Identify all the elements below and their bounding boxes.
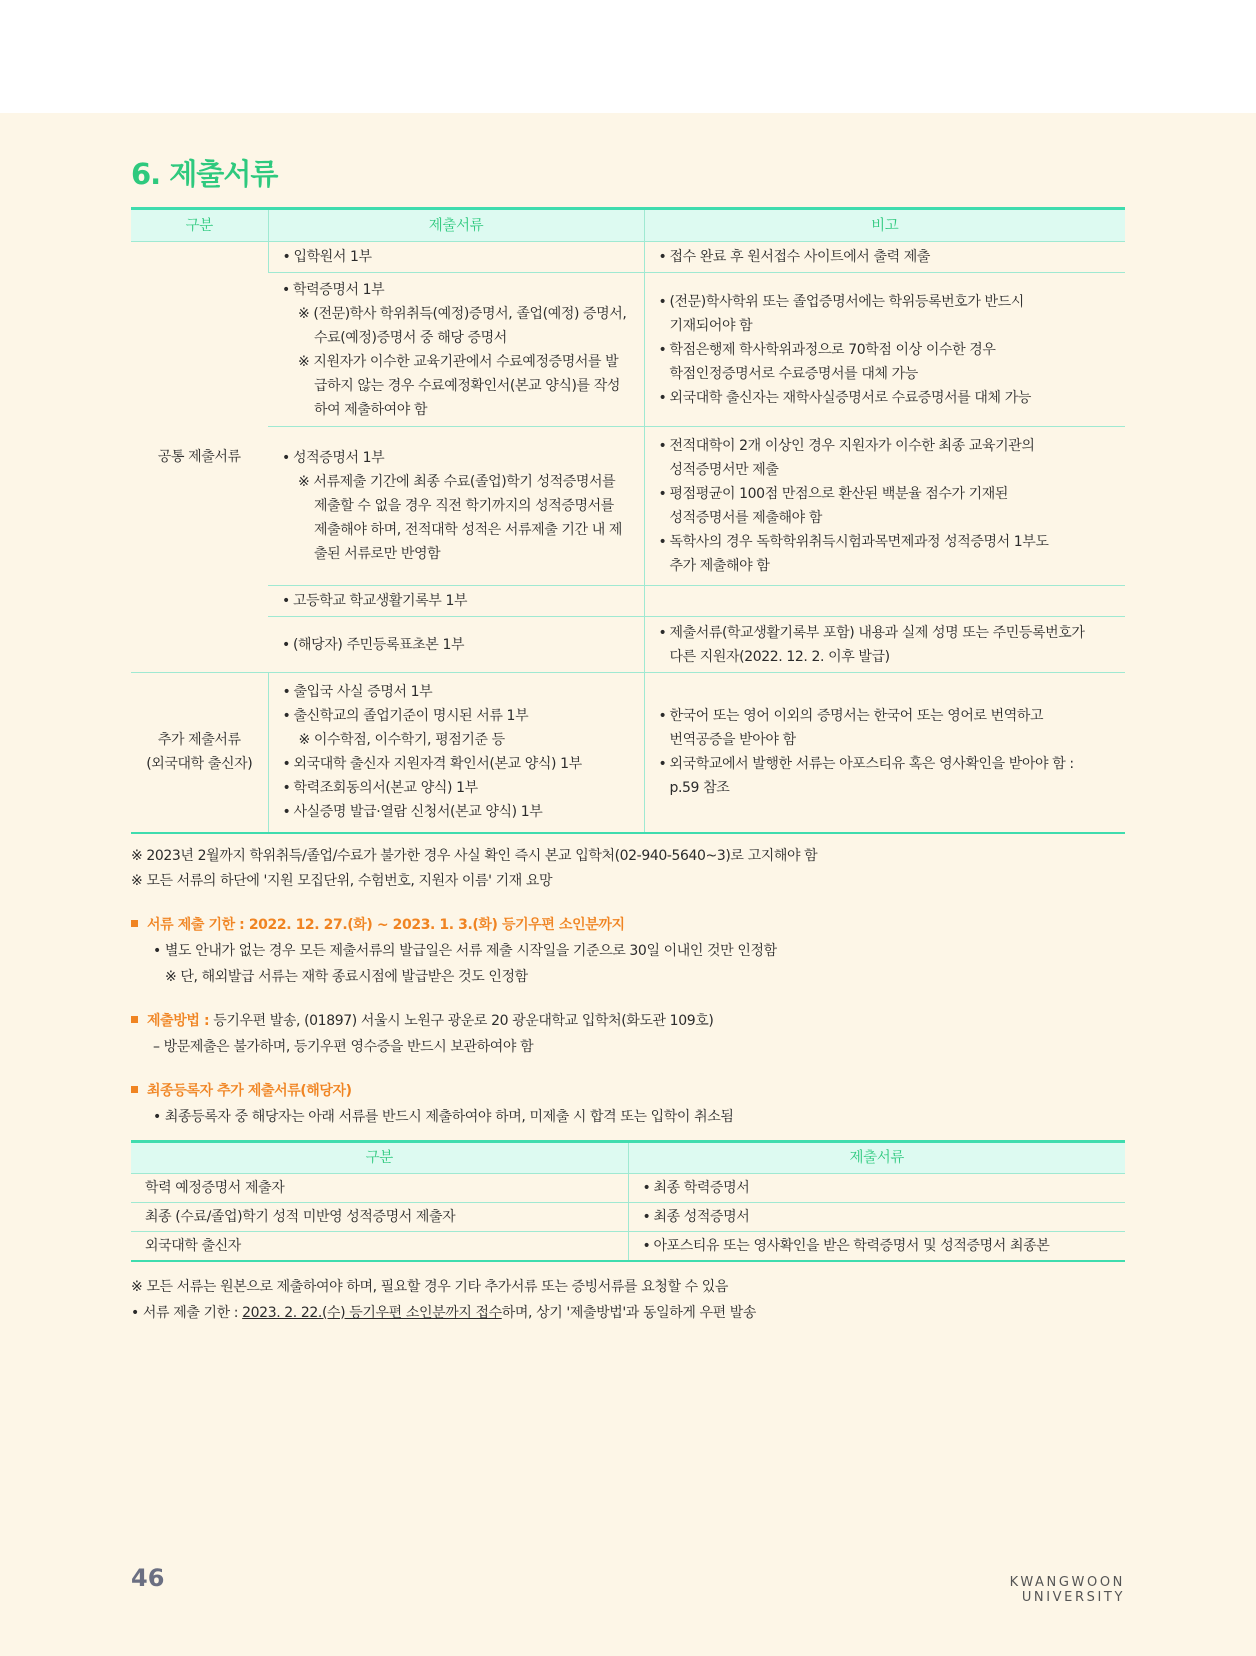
square-bullet-icon bbox=[131, 1086, 138, 1093]
row-category: 외국대학 출신자 bbox=[131, 1231, 628, 1261]
final-registrant-section bbox=[131, 1078, 1125, 1130]
note-degree-2a: • 학점은행제 학사학위과정으로 70학점 이상 이수한 경우 bbox=[659, 338, 1112, 362]
category-common: 공통 제출서류 bbox=[131, 242, 268, 673]
method-text: 등기우편 발송, (01897) 서울시 노원구 광운로 20 광운대학교 입학처(화도관 109호) bbox=[209, 1012, 714, 1029]
note-application: • 접수 완료 후 원서접수 사이트에서 출력 제출 bbox=[659, 245, 1112, 269]
deadline-exception: ※ 단, 해외발급 서류는 재학 종료시점에 발급받은 것도 인정함 bbox=[165, 968, 528, 985]
footer-deadline-underlined: 2023. 2. 22.(수) 등기우편 소인분까지 접수 bbox=[242, 1304, 502, 1321]
deadline-heading: 서류 제출 기한 : 2022. 12. 27.(화) ~ 2023. 1. 3.(화) 등기우편 소인분까지 bbox=[147, 916, 625, 933]
note-transcript-1a: • 전적대학이 2개 이상인 경우 지원자가 이수한 최종 교육기관의 bbox=[659, 434, 1112, 458]
doc-verification-consent: • 학력조회동의서(본교 양식) 1부 bbox=[283, 776, 630, 800]
note-degree-2b: 학점인정증명서로 수료증명서를 대체 가능 bbox=[669, 365, 918, 382]
col-header-documents: 제출서류 bbox=[628, 1141, 1125, 1173]
note-line: ※ 2023년 2월까지 학위취득/졸업/수료가 불가한 경우 사실 확인 즉시 본교 입학처(02-940-5640~3)로 고지해야 함 bbox=[131, 847, 818, 864]
doc-transcript-sub: ※ 서류제출 기간에 최종 수료(졸업)학기 성적증명서를 제출할 수 없을 경우 직전 학기까지의 성적증명서를 제출해야 하며, 전적대학 성적은 서류제출 기간 내 제출된 서류로만 반영함 bbox=[298, 474, 623, 562]
col-header-category: 구분 bbox=[131, 209, 268, 242]
doc-degree-certificate: • 학력증명서 1부 bbox=[282, 278, 630, 302]
note-transcript-2a: • 평점평균이 100점 만점으로 환산된 백분율 점수가 기재된 bbox=[659, 482, 1112, 506]
section-title: 6. 제출서류 bbox=[131, 157, 278, 191]
note-transcript-3b: 추가 제출해야 함 bbox=[669, 558, 770, 574]
table-row bbox=[131, 242, 1125, 273]
note-transcript-1b: 성적증명서만 제출 bbox=[669, 462, 779, 478]
note-line: ※ 모든 서류의 하단에 '지원 모집단위, 수험번호, 지원자 이름' 기재 요망 bbox=[131, 872, 553, 889]
note-transcript-2b: 성적증명서를 제출해야 함 bbox=[669, 510, 822, 526]
row-document: • 최종 학력증명서 bbox=[643, 1176, 1112, 1200]
top-margin bbox=[0, 0, 1256, 113]
brand-name: KWANGWOON UNIVERSITY bbox=[1009, 1575, 1125, 1605]
table-row bbox=[131, 1202, 1125, 1231]
final-heading: 최종등록자 추가 제출서류(해당자) bbox=[147, 1082, 352, 1099]
note-foreign-2b: p.59 참조 bbox=[669, 780, 730, 797]
col-header-documents: 제출서류 bbox=[268, 209, 644, 242]
note-transcript-3a: • 독학사의 경우 독학학위취득시험과목면제과정 성적증명서 1부도 bbox=[659, 530, 1112, 554]
doc-degree-sub2: ※ 지원자가 이수한 교육기관에서 수료예정증명서를 발급하지 않는 경우 수료예정확인서(본교 양식)를 작성하여 제출하여야 함 bbox=[298, 354, 620, 418]
deadline-line: • 별도 안내가 없는 경우 모든 제출서류의 발급일은 서류 제출 시작일을 기준으로 30일 이내인 것만 인정함 bbox=[153, 942, 777, 959]
table-row bbox=[131, 617, 1125, 673]
table-row bbox=[131, 673, 1125, 833]
method-label: 제출방법 : bbox=[147, 1012, 210, 1029]
table-row bbox=[131, 427, 1125, 586]
method-section bbox=[131, 1008, 1125, 1060]
doc-fact-certificate-request: • 사실증명 발급·열람 신청서(본교 양식) 1부 bbox=[283, 800, 630, 824]
note-resident-a: • 제출서류(학교생활기록부 포함) 내용과 실제 성명 또는 주민등록번호가 bbox=[659, 621, 1112, 645]
table-row bbox=[131, 1173, 1125, 1202]
table-row bbox=[131, 273, 1125, 427]
doc-eligibility-confirmation: • 외국대학 출신자 지원자격 확인서(본교 양식) 1부 bbox=[283, 752, 630, 776]
table-row bbox=[131, 1231, 1125, 1261]
note-foreign-1b: 번역공증을 받아야 함 bbox=[669, 732, 796, 749]
row-category: 최종 (수료/졸업)학기 성적 미반영 성적증명서 제출자 bbox=[131, 1202, 628, 1231]
doc-degree-sub1: ※ (전문)학사 학위취득(예정)증명서, 졸업(예정) 증명서, 수료(예정)증명서 중 해당 증명서 bbox=[298, 306, 627, 346]
doc-graduation-criteria: • 출신학교의 졸업기준이 명시된 서류 1부 bbox=[283, 704, 630, 728]
col-header-remarks: 비고 bbox=[644, 209, 1125, 242]
doc-resident-registration: • (해당자) 주민등록표초본 1부 bbox=[282, 633, 630, 657]
documents-table bbox=[131, 207, 1125, 834]
deadline-section bbox=[131, 912, 1125, 990]
note-degree-1b: 기재되어야 함 bbox=[669, 317, 753, 334]
table-notes bbox=[131, 844, 1125, 894]
doc-transcript: • 성적증명서 1부 bbox=[282, 446, 630, 470]
final-line: • 최종등록자 중 해당자는 아래 서류를 반드시 제출하여야 하며, 미제출 시 합격 또는 입학이 취소됨 bbox=[153, 1108, 734, 1125]
note-degree-3: • 외국대학 출신자는 재학사실증명서로 수료증명서를 대체 가능 bbox=[659, 386, 1112, 410]
method-line: – 방문제출은 불가하며, 등기우편 영수증을 반드시 보관하여야 함 bbox=[153, 1038, 534, 1055]
page-number: 46 bbox=[131, 1564, 165, 1592]
square-bullet-icon bbox=[131, 920, 138, 927]
final-documents-table bbox=[131, 1140, 1125, 1262]
category-foreign: 추가 제출서류 (외국대학 출신자) bbox=[131, 673, 268, 833]
footer-deadline: • 서류 제출 기한 : 2023. 2. 22.(수) 등기우편 소인분까지 접수하며, 상기 '제출방법'과 동일하게 우편 발송 bbox=[131, 1304, 757, 1321]
doc-school-record: • 고등학교 학교생활기록부 1부 bbox=[282, 589, 630, 613]
note-foreign-2a: • 외국학교에서 발행한 서류는 아포스티유 혹은 영사확인을 받아야 함 : bbox=[659, 752, 1112, 776]
row-document: • 최종 성적증명서 bbox=[643, 1205, 1112, 1229]
footer-notes bbox=[131, 1274, 1125, 1326]
doc-application: • 입학원서 1부 bbox=[283, 245, 630, 269]
row-category: 학력 예정증명서 제출자 bbox=[131, 1173, 628, 1202]
row-document: • 아포스티유 또는 영사확인을 받은 학력증명서 및 성적증명서 최종본 bbox=[643, 1234, 1112, 1258]
content bbox=[131, 155, 1125, 1326]
col-header-category: 구분 bbox=[131, 1141, 628, 1173]
page-body bbox=[0, 113, 1256, 1656]
footer-note: ※ 모든 서류는 원본으로 제출하여야 하며, 필요할 경우 기타 추가서류 또는 증빙서류를 요청할 수 있음 bbox=[131, 1278, 729, 1295]
note-resident-b: 다른 지원자(2022. 12. 2. 이후 발급) bbox=[669, 648, 890, 665]
note-degree-1a: • (전문)학사학위 또는 졸업증명서에는 학위등록번호가 반드시 bbox=[659, 290, 1112, 314]
doc-immigration: • 출입국 사실 증명서 1부 bbox=[283, 680, 630, 704]
doc-graduation-criteria-sub: ※ 이수학점, 이수학기, 평점기준 등 bbox=[298, 732, 505, 749]
table-row bbox=[131, 586, 1125, 617]
square-bullet-icon bbox=[131, 1016, 138, 1023]
note-foreign-1a: • 한국어 또는 영어 이외의 증명서는 한국어 또는 영어로 번역하고 bbox=[659, 704, 1112, 728]
